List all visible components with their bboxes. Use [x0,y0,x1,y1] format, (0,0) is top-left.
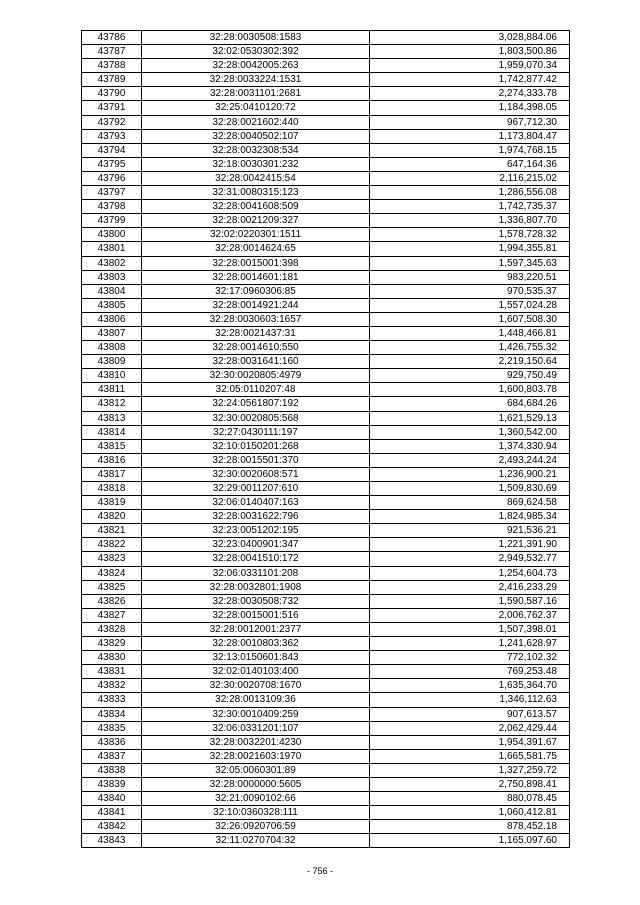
table-row [82,524,570,538]
table-row [82,397,570,411]
value-cell: 1,590,587.16 [370,594,570,608]
cadastral-number-cell: 32:28:0012001:2377 [142,622,370,636]
table-row [82,834,570,848]
value-cell: 1,327,259.72 [370,763,570,777]
table-row [82,792,570,806]
row-number-cell: 43813 [82,411,142,425]
cadastral-number-cell: 32:28:0000000:5605 [142,777,370,791]
value-cell: 1,236,900.21 [370,467,570,481]
table-row [82,73,570,87]
table-row [82,665,570,679]
cadastral-number-cell: 32:28:0014601:181 [142,270,370,284]
table-row [82,214,570,228]
cadastral-number-cell: 32:02:0530302:392 [142,45,370,59]
table-row [82,637,570,651]
row-number-cell: 43829 [82,637,142,651]
value-cell: 1,184,398.05 [370,101,570,115]
cadastral-number-cell: 32:28:0015501:370 [142,453,370,467]
table-row [82,270,570,284]
table-row [82,312,570,326]
value-cell: 2,274,333.78 [370,87,570,101]
value-cell: 3,028,884.06 [370,31,570,45]
cadastral-number-cell: 32:28:0031622:796 [142,510,370,524]
row-number-cell: 43809 [82,355,142,369]
cadastral-number-cell: 32:28:0021437:31 [142,326,370,340]
row-number-cell: 43790 [82,87,142,101]
row-number-cell: 43838 [82,763,142,777]
value-cell: 1,509,830.69 [370,482,570,496]
value-cell: 1,742,877.42 [370,73,570,87]
table-row [82,45,570,59]
cadastral-number-cell: 32:28:0041608:509 [142,200,370,214]
table-row [82,31,570,45]
table-row [82,763,570,777]
cadastral-number-cell: 32:28:0042415:54 [142,171,370,185]
value-cell: 880,078.45 [370,792,570,806]
table-row [82,425,570,439]
value-cell: 1,994,355.81 [370,242,570,256]
cadastral-number-cell: 32:23:0051202:195 [142,524,370,538]
row-number-cell: 43836 [82,735,142,749]
table-row [82,651,570,665]
cadastral-number-cell: 32:28:0033224:1531 [142,73,370,87]
cadastral-number-cell: 32:28:0015001:398 [142,256,370,270]
value-cell: 772,102.32 [370,651,570,665]
row-number-cell: 43812 [82,397,142,411]
cadastral-number-cell: 32:28:0021602:440 [142,115,370,129]
row-number-cell: 43795 [82,157,142,171]
cadastral-number-cell: 32:21:0090102:66 [142,792,370,806]
table-row [82,87,570,101]
table-row [82,59,570,73]
row-number-cell: 43839 [82,777,142,791]
cadastral-number-cell: 32:28:0040502:107 [142,129,370,143]
value-cell: 1,578,728.32 [370,228,570,242]
table-row [82,200,570,214]
cadastral-number-cell: 32:06:0331101:208 [142,566,370,580]
row-number-cell: 43820 [82,510,142,524]
cadastral-number-cell: 32:28:0021209:327 [142,214,370,228]
row-number-cell: 43843 [82,834,142,848]
cadastral-number-cell: 32:26:0920706:59 [142,820,370,834]
cadastral-number-cell: 32:28:0014921:244 [142,298,370,312]
row-number-cell: 43823 [82,552,142,566]
cadastral-number-cell: 32:11:0270704:32 [142,834,370,848]
value-cell: 1,635,364.70 [370,679,570,693]
table-row [82,453,570,467]
cadastral-number-cell: 32:29:0011207:610 [142,482,370,496]
cadastral-number-cell: 32:30:0020608:571 [142,467,370,481]
cadastral-number-cell: 32:05:0060301:89 [142,763,370,777]
row-number-cell: 43830 [82,651,142,665]
table-row [82,580,570,594]
table-row [82,510,570,524]
row-number-cell: 43822 [82,538,142,552]
table-row [82,693,570,707]
table-row [82,482,570,496]
row-number-cell: 43842 [82,820,142,834]
table-row [82,157,570,171]
row-number-cell: 43834 [82,707,142,721]
table-row [82,594,570,608]
row-number-cell: 43831 [82,665,142,679]
row-number-cell: 43800 [82,228,142,242]
cadastral-number-cell: 32:18:0030301:232 [142,157,370,171]
row-number-cell: 43817 [82,467,142,481]
cadastral-number-cell: 32:25:0410120:72 [142,101,370,115]
value-cell: 1,959,070.34 [370,59,570,73]
row-number-cell: 43818 [82,482,142,496]
row-number-cell: 43811 [82,383,142,397]
table-row [82,566,570,580]
row-number-cell: 43841 [82,806,142,820]
value-cell: 1,426,755.32 [370,341,570,355]
row-number-cell: 43832 [82,679,142,693]
value-cell: 1,165,097.60 [370,834,570,848]
table-row [82,820,570,834]
table-row [82,326,570,340]
table-row [82,129,570,143]
cadastral-number-cell: 32:28:0041510:172 [142,552,370,566]
cadastral-number-cell: 32:05:0110207:48 [142,383,370,397]
value-cell: 929,750.49 [370,369,570,383]
value-cell: 1,557,024.28 [370,298,570,312]
row-number-cell: 43802 [82,256,142,270]
row-number-cell: 43801 [82,242,142,256]
value-cell: 1,954,391.67 [370,735,570,749]
row-number-cell: 43840 [82,792,142,806]
row-number-cell: 43815 [82,439,142,453]
cadastral-number-cell: 32:02:0140103:400 [142,665,370,679]
cadastral-number-cell: 32:30:0020708:1670 [142,679,370,693]
cadastral-number-cell: 32:28:0030603:1657 [142,312,370,326]
value-cell: 1,221,391.90 [370,538,570,552]
value-cell: 2,006,762.37 [370,608,570,622]
value-cell: 983,220.51 [370,270,570,284]
value-cell: 907,613.57 [370,707,570,721]
row-number-cell: 43804 [82,284,142,298]
cadastral-number-cell: 32:28:0013109:36 [142,693,370,707]
cadastral-number-cell: 32:10:0150201:268 [142,439,370,453]
cadastral-number-cell: 32:27:0430111:197 [142,425,370,439]
table-row [82,284,570,298]
table-row [82,186,570,200]
row-number-cell: 43805 [82,298,142,312]
value-cell: 970,535.37 [370,284,570,298]
table-row [82,341,570,355]
value-cell: 1,286,556.08 [370,186,570,200]
value-cell: 2,062,429.44 [370,721,570,735]
value-cell: 1,336,807.70 [370,214,570,228]
row-number-cell: 43835 [82,721,142,735]
cadastral-number-cell: 32:24:0561807:192 [142,397,370,411]
value-cell: 1,824,985.34 [370,510,570,524]
row-number-cell: 43787 [82,45,142,59]
cadastral-number-cell: 32:02:0220301:1511 [142,228,370,242]
value-cell: 878,452.18 [370,820,570,834]
row-number-cell: 43797 [82,186,142,200]
value-cell: 1,607,508.30 [370,312,570,326]
row-number-cell: 43825 [82,580,142,594]
row-number-cell: 43827 [82,608,142,622]
value-cell: 921,536.21 [370,524,570,538]
row-number-cell: 43786 [82,31,142,45]
cadastral-number-cell: 32:28:0030508:732 [142,594,370,608]
table-row [82,439,570,453]
row-number-cell: 43794 [82,143,142,157]
cadastral-number-cell: 32:17:0960306:85 [142,284,370,298]
table-row [82,721,570,735]
row-number-cell: 43792 [82,115,142,129]
cadastral-number-cell: 32:28:0032801:1908 [142,580,370,594]
cadastral-number-cell: 32:28:0042005:263 [142,59,370,73]
table-row [82,552,570,566]
value-cell: 869,624.58 [370,496,570,510]
value-cell: 1,974,768.15 [370,143,570,157]
value-cell: 967,712.30 [370,115,570,129]
table-row [82,115,570,129]
table-row [82,622,570,636]
table-row [82,355,570,369]
value-cell: 1,173,804.47 [370,129,570,143]
value-cell: 1,507,398.01 [370,622,570,636]
row-number-cell: 43791 [82,101,142,115]
table-row [82,679,570,693]
value-cell: 769,253.48 [370,665,570,679]
cadastral-number-cell: 32:28:0031101:2681 [142,87,370,101]
cadastral-number-cell: 32:13:0150601:843 [142,651,370,665]
table-row [82,171,570,185]
table-row [82,707,570,721]
value-cell: 1,597,345.63 [370,256,570,270]
row-number-cell: 43814 [82,425,142,439]
value-cell: 1,742,735.37 [370,200,570,214]
value-cell: 1,374,330.94 [370,439,570,453]
value-cell: 647,164.36 [370,157,570,171]
value-cell: 2,219,150.64 [370,355,570,369]
value-cell: 1,346,112.63 [370,693,570,707]
row-number-cell: 43789 [82,73,142,87]
table-row [82,467,570,481]
row-number-cell: 43819 [82,496,142,510]
table-row [82,608,570,622]
row-number-cell: 43807 [82,326,142,340]
row-number-cell: 43821 [82,524,142,538]
cadastral-number-cell: 32:31:0080315:123 [142,186,370,200]
table-row [82,806,570,820]
value-cell: 1,060,412.81 [370,806,570,820]
row-number-cell: 43826 [82,594,142,608]
value-cell: 1,621,529.13 [370,411,570,425]
cadastral-number-cell: 32:28:0032201:4230 [142,735,370,749]
cadastral-number-cell: 32:28:0031641:160 [142,355,370,369]
value-cell: 2,416,233.29 [370,580,570,594]
value-cell: 1,803,500.86 [370,45,570,59]
value-cell: 2,750,898.41 [370,777,570,791]
cadastral-number-cell: 32:28:0021603:1970 [142,749,370,763]
row-number-cell: 43824 [82,566,142,580]
cadastral-number-cell: 32:28:0010803:362 [142,637,370,651]
value-cell: 2,493,244.24 [370,453,570,467]
row-number-cell: 43796 [82,171,142,185]
row-number-cell: 43788 [82,59,142,73]
table-row [82,777,570,791]
page-number: - 756 - [306,866,333,876]
cadastral-number-cell: 32:28:0032308:534 [142,143,370,157]
table-row [82,256,570,270]
value-cell: 1,360,542.00 [370,425,570,439]
cadastral-number-cell: 32:28:0015001:516 [142,608,370,622]
row-number-cell: 43808 [82,341,142,355]
value-cell: 1,448,466.81 [370,326,570,340]
table-row [82,298,570,312]
table-row [82,369,570,383]
cadastral-number-cell: 32:28:0014610:550 [142,341,370,355]
table-body [82,31,570,848]
row-number-cell: 43816 [82,453,142,467]
table-row [82,538,570,552]
row-number-cell: 43833 [82,693,142,707]
cadastral-number-cell: 32:30:0010409:259 [142,707,370,721]
cadastral-number-cell: 32:23:0400901:347 [142,538,370,552]
row-number-cell: 43828 [82,622,142,636]
cadastral-number-cell: 32:30:0020805:4979 [142,369,370,383]
cadastral-number-cell: 32:28:0014624:65 [142,242,370,256]
cadastral-number-cell: 32:10:0360328:111 [142,806,370,820]
row-number-cell: 43799 [82,214,142,228]
table-row [82,383,570,397]
row-number-cell: 43810 [82,369,142,383]
data-table [81,30,570,848]
value-cell: 1,600,803.78 [370,383,570,397]
cadastral-number-cell: 32:30:0020805:568 [142,411,370,425]
value-cell: 1,665,581.75 [370,749,570,763]
row-number-cell: 43798 [82,200,142,214]
table-row [82,143,570,157]
value-cell: 2,949,532.77 [370,552,570,566]
table-row [82,101,570,115]
row-number-cell: 43803 [82,270,142,284]
cadastral-number-cell: 32:06:0140407:163 [142,496,370,510]
value-cell: 1,241,628.97 [370,637,570,651]
value-cell: 2,116,215.02 [370,171,570,185]
table-row [82,242,570,256]
row-number-cell: 43837 [82,749,142,763]
table-row [82,411,570,425]
cadastral-number-cell: 32:28:0030508:1583 [142,31,370,45]
value-cell: 1,254,604.73 [370,566,570,580]
cadastral-number-cell: 32:06:0331201:107 [142,721,370,735]
value-cell: 684,684.26 [370,397,570,411]
table-row [82,496,570,510]
row-number-cell: 43793 [82,129,142,143]
table-row [82,749,570,763]
table-row [82,228,570,242]
row-number-cell: 43806 [82,312,142,326]
table-row [82,735,570,749]
